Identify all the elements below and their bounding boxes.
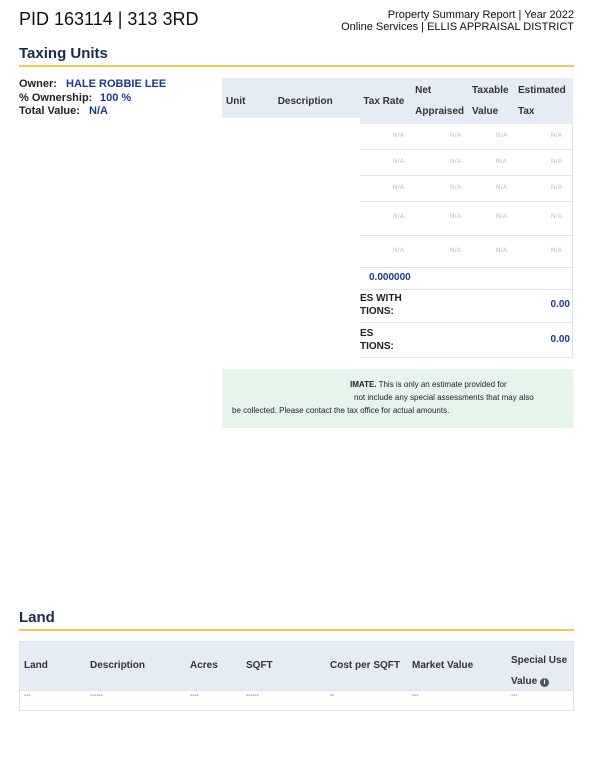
row-cell: N/A [393, 133, 405, 139]
row-cell: N/A [393, 159, 405, 165]
land-table [19, 641, 574, 711]
row-cell: N/A [393, 185, 405, 191]
col-net-appraised: Net Appraised [411, 78, 468, 124]
col-special-use-value: Special Use Value i [511, 655, 568, 687]
col-description: Description [274, 78, 360, 124]
col-estimated-tax: Estimated Tax [514, 78, 573, 124]
report-title: Property Summary Report | Year 2022 [387, 9, 574, 21]
owner-summary [19, 78, 166, 119]
row-cell: ▪▪ [330, 693, 335, 699]
taxes-without-exemptions-value: 0.00 [550, 334, 570, 345]
col-market-value: Market Value [412, 660, 474, 671]
row-cell: N/A [393, 214, 405, 220]
col-acres: Acres [190, 660, 218, 671]
row-cell: N/A [496, 133, 508, 139]
taxes-with-exemptions-label: ES WITH TIONS: [360, 293, 402, 317]
row-cell: N/A [551, 248, 563, 254]
owner-label: Owner: [19, 78, 57, 90]
row-cell: N/A [450, 185, 462, 191]
row-cell: N/A [450, 159, 462, 165]
taxes-without-exemptions-label: ES TIONS: [360, 328, 394, 352]
row-cell: N/A [496, 214, 508, 220]
land-heading: Land [19, 609, 55, 626]
owner-value: HALE ROBBIE LEE [66, 78, 167, 90]
row-cell: N/A [496, 159, 508, 165]
disclaimer-line: not include any special assessments that may also [354, 393, 534, 402]
row-cell: ▪▪▪▪ [190, 693, 199, 699]
col-taxable-value: Taxable Value [468, 78, 514, 124]
table-row [360, 236, 573, 268]
row-cell: N/A [551, 133, 563, 139]
ownership-value: 100 % [100, 91, 132, 104]
table-row [360, 202, 573, 236]
section-divider [19, 629, 574, 631]
row-cell: N/A [450, 248, 462, 254]
col-sqft: SQFT [246, 660, 273, 671]
row-cell: ▪▪▪▪▪▪ [246, 693, 259, 699]
row-cell: N/A [450, 214, 462, 220]
table-row [360, 124, 573, 150]
total-value-label: Total Value: [19, 105, 80, 117]
section-divider [19, 65, 574, 67]
page-title: PID 163114 | 313 3RD [19, 9, 199, 29]
disclaimer-line: be collected. Please contact the tax office for actual amounts. [232, 406, 450, 415]
row-cell: N/A [496, 185, 508, 191]
row-cell: N/A [393, 248, 405, 254]
table-row [20, 690, 573, 710]
disclaimer-line: IMATE. This is only an estimate provided for [350, 380, 507, 389]
row-cell: N/A [551, 214, 563, 220]
row-cell: N/A [551, 159, 563, 165]
row-cell: N/A [551, 185, 563, 191]
row-cell: ▪▪▪▪▪▪ [90, 693, 103, 699]
row-cell: ▪▪▪ [412, 693, 419, 699]
col-tax-rate: Tax Rate [359, 78, 411, 124]
total-value-value: N/A [89, 105, 108, 117]
report-header [341, 9, 574, 33]
col-land: Land [24, 660, 48, 671]
row-cell: ▪▪▪ [24, 693, 31, 699]
table-header-row [20, 642, 573, 690]
row-cell: N/A [496, 248, 508, 254]
row-cell: N/A [450, 133, 462, 139]
info-icon[interactable]: i [540, 678, 549, 687]
col-description: Description [90, 660, 146, 671]
col-cost-per-sqft: Cost per SQFT [330, 660, 401, 671]
total-tax-rate: 0.000000 [369, 272, 411, 283]
estimate-disclaimer [222, 369, 573, 428]
table-row [360, 150, 573, 176]
row-cell: ▪▪▪ [511, 693, 518, 699]
ownership-label: % Ownership: [19, 91, 93, 104]
col-unit: Unit [222, 78, 274, 124]
table-row [360, 176, 573, 202]
taxes-with-exemptions-value: 0.00 [550, 299, 570, 310]
report-district: Online Services | ELLIS APPRAISAL DISTRICT [341, 21, 574, 33]
taxing-units-heading: Taxing Units [19, 45, 108, 62]
